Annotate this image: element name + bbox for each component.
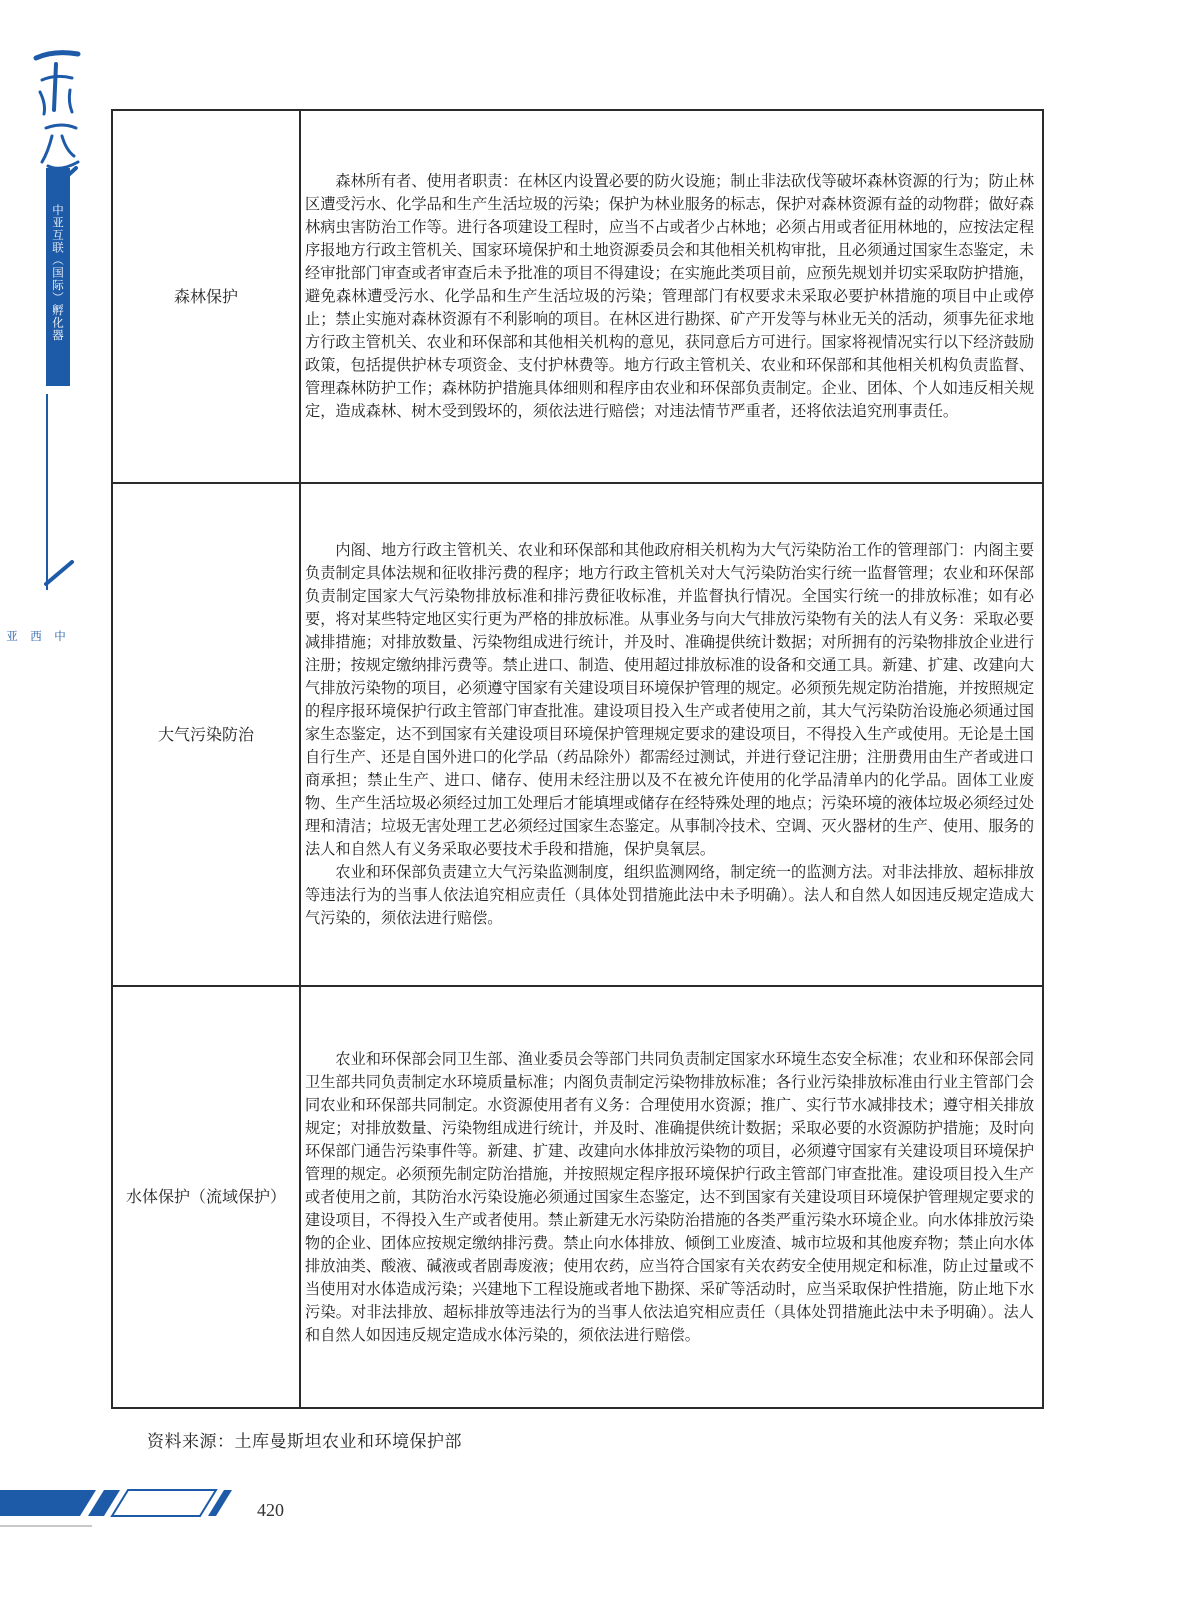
description-paragraph: 农业和环保部会同卫生部、渔业委员会等部门共同负责制定国家水环境生态安全标准；农业和环保部会同卫生部共同负责制定水环境质量标准；内阁负责制定污染物排放标准；各行业污染排放标准由行业主管部门会同农业和环保部共同制定。水资源使用者有义务：合理使用水资源；推广、实行节水减排技术；遵守相关排放规定；对排放数量、污染物组成进行统计，并及时、准确提供统计数据；采取必要的水资源防护措施；及时向环保部门通告污染事件等。新建、扩建、改建向水体排放污染物的项目，必须遵守国家有关建设项目环境保护管理的规定。必须预先制定防治措施，并按照规定程序报环境保护行政主管部门审查批准。建设项目投入生产或者使用之前，其防治水污染设施必须通过国家生态鉴定，达不到国家有关建设项目环境保护管理规定要求的建设项目，不得投入生产或者使用。禁止新建无水污染防治措施的各类严重污染水环境企业。向水体排放污染物的企业、团体应按规定缴纳排污费。禁止向水体排放、倾倒工业废渣、城市垃圾和其他废弃物；禁止向水体排放油类、酸液、碱液或者剧毒废液；使用农药，应当符合国家有关农药安全使用规定和标准，防止过量或不当使用对水体造成污染；兴建地下工程设施或者地下勘探、采矿等活动时，应当采取保护性措施，防止地下水污染。对非法排放、超标排放等违法行为的当事人依法追究相应责任（具体处罚措施此法中未予明确）。法人和自然人如因违反规定造成水体污染的，须依法进行赔偿。 [305, 1049, 1035, 1344]
row-description [300, 986, 1043, 1408]
row-description [300, 110, 1043, 483]
side-band [5, 168, 70, 643]
regulation-table [111, 109, 1044, 1409]
description-paragraph: 农业和环保部负责建立大气污染监测制度，组织监测网络，制定统一的监测方法。对非法排放、超标排放等违法行为的当事人依法追究相应责任（具体处罚措施此法中未予明确）。法人和自然人如因违反规定造成大气污染的，须依法进行赔偿。 [305, 863, 1035, 927]
table-row [112, 483, 1043, 986]
description-paragraph: 森林所有者、使用者职责：在林区内设置必要的防火设施；制止非法砍伐等破坏森林资源的行为；防止林区遭受污水、化学品和生产生活垃圾的污染；保护为林业服务的标志，保护对森林资源有益的动物群；做好森林病虫害防治工作等。进行各项建设工程时，应当不占或者少占林地；必须占用或者征用林地的，应按法定程序报地方行政主管机关、国家环境保护和土地资源委员会和其他相关机构审批，且必须通过国家生态鉴定，未经审批部门审查或者审查后未予批准的项目不得建设；在实施此类项目前，应预先规划并切实采取防护措施，避免森林遭受污水、化学品和生产生活垃圾的污染；管理部门有权要求未采取必要护林措施的项目中止或停止；禁止实施对森林资源有不利影响的项目。在林区进行勘探、矿产开发等与林业无关的活动，须事先征求地方行政主管机关、农业和环保部和其他相关机构的意见，获同意后方可进行。国家将视情况实行以下经济鼓励政策，包括提供护林专项资金、支付护林费等。地方行政主管机关、农业和环保部和其他相关机构负责监督、管理森林防护工作；森林防护措施具体细则和程序由农业和环保部负责制定。企业、团体、个人如违反相关规定，造成森林、树木受到毁坏的，须依法进行赔偿；对违法情节严重者，还将依法追究刑事责任。 [305, 172, 1035, 420]
row-category: 森林保护 [112, 110, 300, 483]
row-category: 大气污染防治 [112, 483, 300, 986]
row-description [300, 483, 1043, 986]
book-title: 中西亚 [5, 630, 67, 643]
side-slash-icon [44, 560, 74, 586]
source-note: 资料来源：土库曼斯坦农业和环境保护部 [147, 1432, 462, 1452]
description-paragraph: 内阁、地方行政主管机关、农业和环保部和其他政府相关机构为大气污染防治工作的管理部门：内阁主要负责制定具体法规和征收排污费的程序；地方行政主管机关对大气污染防治实行统一监督管理；农业和环保部负责制定国家大气污染物排放标准和排污费征收标准，并监督执行情况。全国实行统一的排放标准；如有必要，将对某些特定地区实行更为严格的排放标准。从事业务与向大气排放污染物有关的法人有义务：采取必要减排措施；对排放数量、污染物组成进行统计，并及时、准确提供统计数据；对所拥有的污染物排放企业进行注册；按规定缴纳排污费等。禁止进口、制造、使用超过排放标准的设备和交通工具。新建、扩建、改建向大气排放污染物的项目，必须遵守国家有关建设项目环境保护管理的规定。必须预先规定防治措施，并按照规定的程序报环境保护行政主管部门审查批准。建设项目投入生产或者使用之前，其大气污染防治设施必须通过国家生态鉴定，达不到国家有关建设项目环境保护管理规定要求的建设项目，不得投入生产或使用。无论是土国自行生产、还是自国外进口的化学品（药品除外）都需经过测试，并进行登记注册；注册费用由生产者或进口商承担；禁止生产、进口、储存、使用未经注册以及不在被允许使用的化学品清单内的化学品。固体工业废物、生产生活垃圾必须经过加工处理后才能填埋或储存在经特殊处理的地点；污染环境的液体垃圾必须经过处理和清洁；垃圾无害处理工艺必须经过国家生态鉴定。从事制冷技术、空调、灭火器材的生产、使用、服务的法人和自然人有义务采取必要技术手段和措施，保护臭氧层。 [305, 541, 1035, 858]
side-band-series [46, 168, 70, 386]
series-label: 中亚互联（国际）孵化器 [51, 204, 65, 342]
row-category: 水体保护（流域保护） [112, 986, 300, 1408]
page-number: 420 [257, 1500, 284, 1520]
footer-stripes [0, 1478, 240, 1538]
table-row [112, 986, 1043, 1408]
table-row [112, 110, 1043, 483]
